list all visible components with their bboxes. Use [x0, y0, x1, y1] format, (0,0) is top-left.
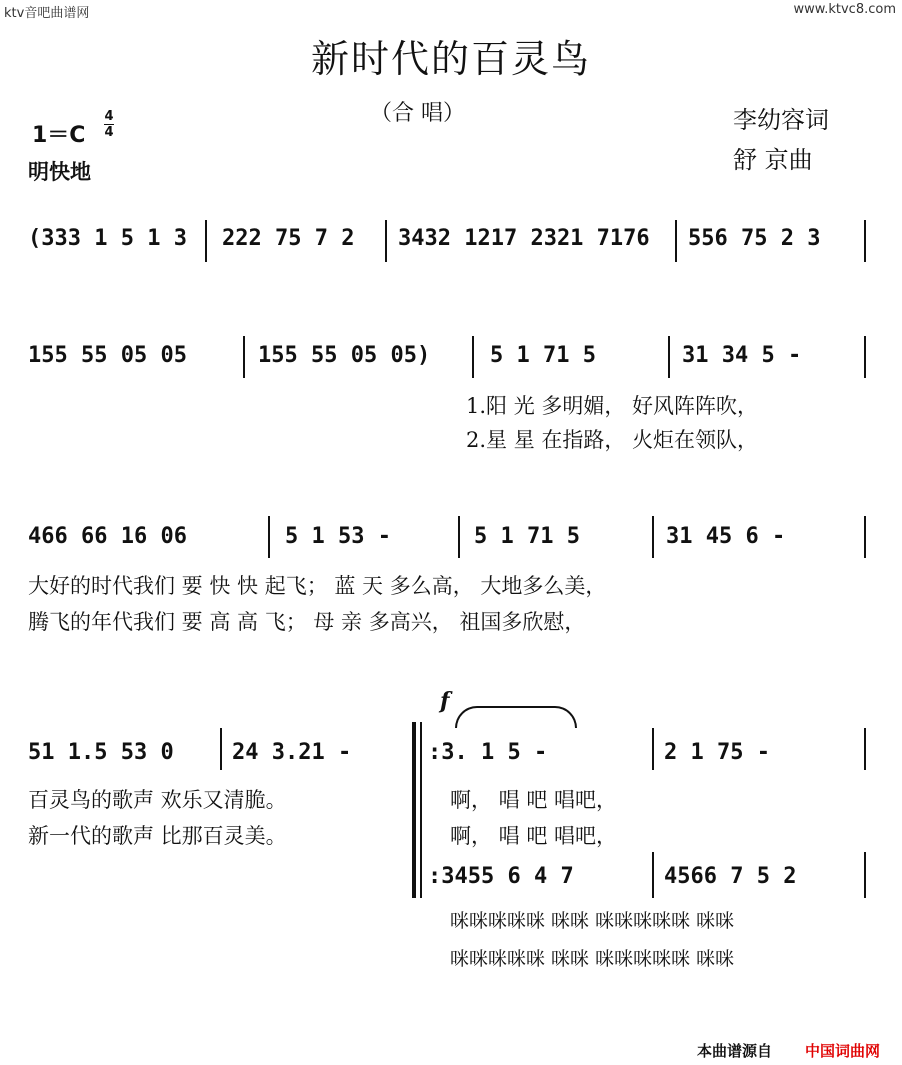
time-signature-top: 4 [104, 109, 114, 124]
barline [864, 728, 866, 770]
line4-measure2: 24 3.21 - [232, 740, 352, 765]
line1-measure1: (333 1 5 1 3 [28, 226, 187, 251]
line3-verse2: 腾飞的年代我们 要 高 高 飞； 母 亲 多高兴， 祖国多欣慰， [28, 610, 586, 634]
footer-source-label: 本曲谱源自 [697, 1042, 773, 1060]
line2-verse2: 2.星 星 在指路， 火炬在领队， [466, 428, 759, 452]
barline [864, 852, 866, 898]
watermark-left: ktv音吧曲谱网 [4, 6, 90, 21]
upper-part-lyric2: 啊， 唱 吧 唱吧， [450, 824, 618, 848]
lyricist-credit: 李幼容词 [733, 106, 829, 134]
barline [675, 220, 677, 262]
line4-verse2: 新一代的歌声 比那百灵美。 [28, 824, 287, 848]
line2-measure1: 155 55 05 05 [28, 343, 187, 368]
line3-verse1: 大好的时代我们 要 快 快 起飞； 蓝 天 多么高， 大地多么美， [28, 574, 607, 598]
barline [864, 516, 866, 558]
upper-part-measure2: 2 1 75 - [664, 740, 770, 765]
barline [668, 336, 670, 378]
barline [458, 516, 460, 558]
line3-measure1: 466 66 16 06 [28, 524, 187, 549]
barline [652, 516, 654, 558]
line3-measure3: 5 1 71 5 [474, 524, 580, 549]
line4-verse1: 百灵鸟的歌声 欢乐又清脆。 [28, 788, 287, 812]
line1-measure2: 222 75 7 2 [222, 226, 355, 251]
line1-measure3: 3432 1217 2321 7176 [398, 226, 650, 251]
line2-measure3: 5 1 71 5 [490, 343, 596, 368]
line4-measure1: 51 1.5 53 0 [28, 740, 174, 765]
lower-part-lyric1: 咪咪咪咪咪 咪咪 咪咪咪咪咪 咪咪 [450, 910, 735, 932]
barline [205, 220, 207, 262]
line2-measure2: 155 55 05 05) [258, 343, 431, 368]
repeat-barline [420, 722, 422, 898]
footer-source-link[interactable]: 中国词曲网 [805, 1042, 881, 1060]
barline [220, 728, 222, 770]
barline [268, 516, 270, 558]
barline [864, 220, 866, 262]
barline [652, 728, 654, 770]
line3-measure2: 5 1 53 - [285, 524, 391, 549]
lower-part-lyric2: 咪咪咪咪咪 咪咪 咪咪咪咪咪 咪咪 [450, 948, 735, 970]
time-signature [104, 110, 114, 139]
dynamic-forte: f [440, 688, 450, 714]
system-bracket [412, 722, 416, 898]
slur-mark [455, 706, 577, 728]
upper-part-lyric1: 啊， 唱 吧 唱吧， [450, 788, 618, 812]
barline [472, 336, 474, 378]
composer-credit: 舒 京曲 [733, 146, 813, 174]
barline [652, 852, 654, 898]
barline [864, 336, 866, 378]
line1-measure4: 556 75 2 3 [688, 226, 821, 251]
key-signature: 1＝C [32, 123, 86, 148]
barline [243, 336, 245, 378]
line2-verse1: 1.阳 光 多明媚， 好风阵阵吹， [466, 394, 759, 418]
song-title: 新时代的百灵鸟 [310, 37, 591, 81]
time-signature-bottom: 4 [104, 125, 114, 140]
line3-measure4: 31 45 6 - [666, 524, 786, 549]
line2-measure4: 31 34 5 - [682, 343, 802, 368]
lower-part-measure2: 4566 7 5 2 [664, 864, 797, 889]
watermark-right: www.ktvc8.com [793, 2, 896, 17]
upper-part-measure1: :3. 1 5 - [428, 740, 548, 765]
song-subtitle: （合 唱） [370, 101, 465, 126]
lower-part-measure1: :3455 6 4 7 [428, 864, 574, 889]
barline [385, 220, 387, 262]
tempo-marking: 明快地 [28, 160, 91, 184]
